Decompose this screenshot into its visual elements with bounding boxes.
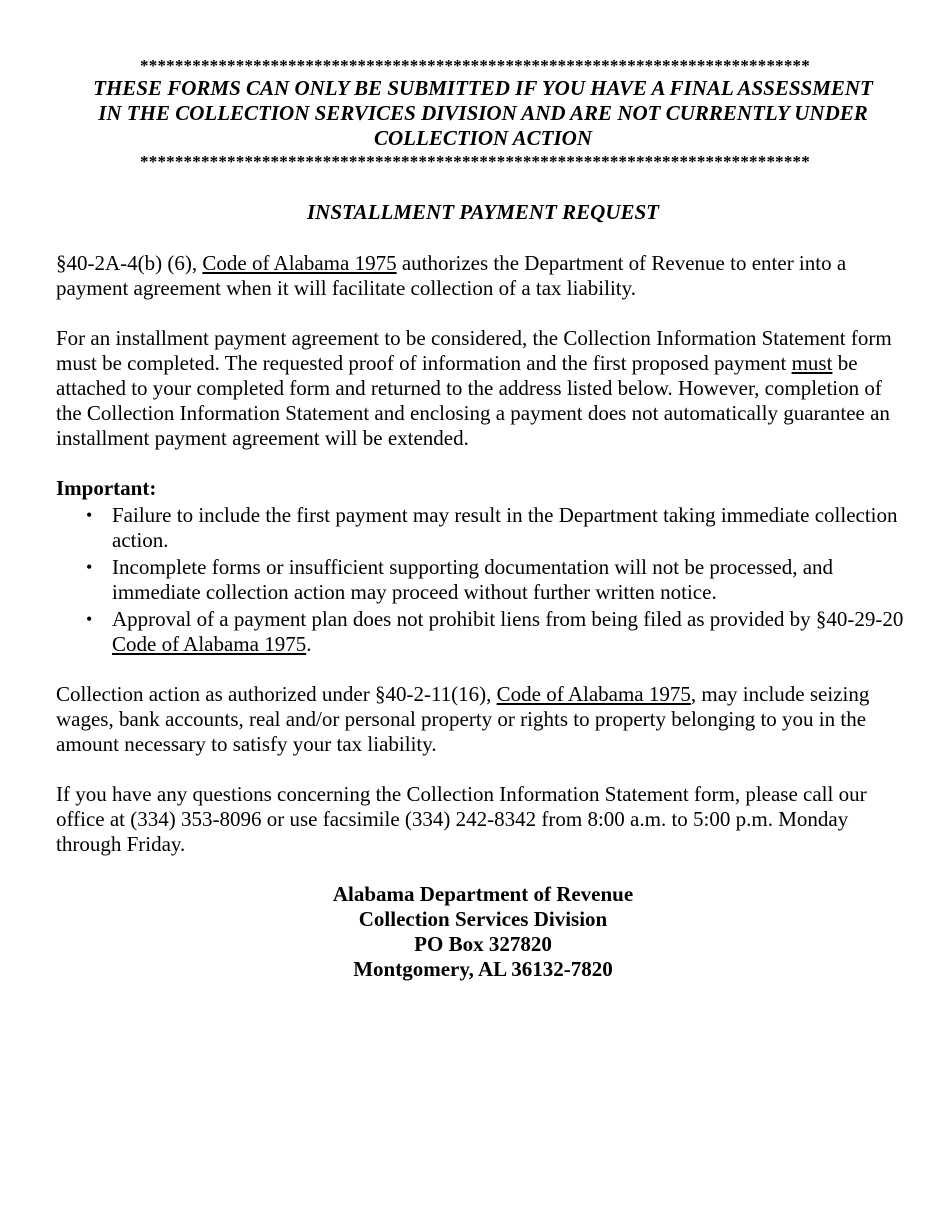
contact-paragraph: If you have any questions concerning the Collection Information Statement form, please call our office at (334) 353-8096 or use facsimile (334) 242-8342 from 8:00 a.m. to 5:00 p.m. Monday through Friday.	[56, 782, 867, 856]
bullet-icon: •	[86, 505, 93, 525]
code-reference: Code of Alabama 1975	[496, 682, 691, 706]
list-item	[86, 555, 910, 605]
mailing-address	[56, 882, 910, 982]
notice-line: THESE FORMS CAN ONLY BE SUBMITTED IF YOU HAVE A FINAL ASSESSMENT	[93, 76, 873, 100]
collection-action-paragraph	[56, 682, 910, 757]
collection-prefix: Collection action as authorized under §40-2-11(16),	[56, 682, 497, 706]
notice-line: COLLECTION ACTION	[374, 126, 592, 150]
address-line: Alabama Department of Revenue	[332, 882, 634, 906]
must-emphasis: must	[791, 351, 833, 375]
authority-prefix: §40-2A-4(b) (6),	[56, 251, 203, 275]
requirements-paragraph	[56, 326, 910, 451]
document-page	[56, 56, 910, 982]
code-reference: Code of Alabama 1975	[202, 251, 397, 275]
stars-divider-bottom: *****************************************************************************	[140, 152, 810, 171]
authority-suffix: authorizes the Department of Revenue to enter into a payment agreement when it will facilitate collection of a tax liability.	[56, 251, 847, 300]
bullet-icon: •	[86, 557, 93, 577]
list-item-text: Incomplete forms or insufficient supporting documentation will not be processed, and immediate collection action may proceed without further written notice.	[112, 555, 834, 604]
requirements-suffix: be attached to your completed form and returned to the address listed below. However, completion of the Collection Information Statement and enclosing a payment does not automatically guarantee an installment payment agreement will be extended.	[56, 351, 890, 450]
address-line: Montgomery, AL 36132-7820	[353, 957, 613, 981]
address-line: Collection Services Division	[358, 907, 608, 931]
important-list	[56, 503, 910, 657]
form-title: INSTALLMENT PAYMENT REQUEST	[307, 200, 659, 224]
list-item-text: Failure to include the first payment may result in the Department taking immediate collection action.	[112, 503, 898, 552]
bullet-icon: •	[86, 609, 93, 629]
authority-paragraph	[56, 251, 910, 301]
important-heading: Important:	[56, 476, 157, 500]
list-item	[86, 503, 910, 553]
list-item-text: Approval of a payment plan does not prohibit liens from being filed as provided by §40-29-20	[112, 607, 904, 631]
list-item-suffix: .	[306, 632, 312, 656]
notice-line: IN THE COLLECTION SERVICES DIVISION AND ARE NOT CURRENTLY UNDER	[98, 101, 868, 125]
address-line: PO Box 327820	[414, 932, 552, 956]
collection-suffix: , may include seizing wages, bank accounts, real and/or personal property or rights to property belonging to you in the amount necessary to satisfy your tax liability.	[56, 682, 870, 756]
stars-divider-top: *****************************************************************************	[140, 56, 810, 75]
requirements-prefix: For an installment payment agreement to be considered, the Collection Information Statement form must be completed. The requested proof of information and the first proposed payment	[56, 326, 892, 375]
list-item	[86, 607, 910, 657]
submission-notice	[56, 76, 910, 151]
code-reference: Code of Alabama 1975	[112, 632, 307, 656]
